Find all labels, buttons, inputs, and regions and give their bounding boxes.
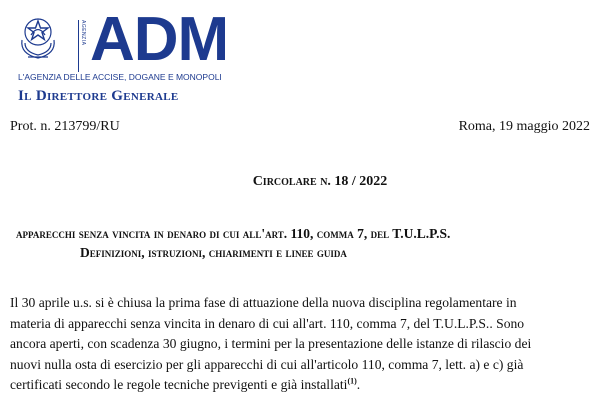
paragraph-line: Il 30 aprile u.s. si è chiusa la prima fase di attuazione della nuova disciplina regolamentare in <box>10 295 517 310</box>
footnote-reference[interactable]: (1) <box>347 376 357 386</box>
protocol-number: Prot. n. 213799/RU <box>10 119 120 134</box>
adm-logo: ADM <box>90 5 229 74</box>
subject-heading <box>16 224 600 262</box>
paragraph-end-punctuation: . <box>356 377 361 392</box>
circular-title: Circolare n. 18 / 2022 <box>252 174 388 189</box>
agency-vertical-label: AGENZIA <box>78 20 87 72</box>
place-date: Roma, 19 maggio 2022 <box>458 119 590 134</box>
paragraph-line: materia di apparecchi senza vincita in denaro di cui all'art. 110, comma 7, del T.U.L.P.S.. Sono <box>10 315 525 331</box>
agency-name: L'AGENZIA DELLE ACCISE, DOGANE E MONOPOLI <box>18 72 222 82</box>
subject-line: apparecchi senza vincita in denaro di cui all'art. 110, comma 7, del T.U.L.P.S. <box>16 226 451 241</box>
director-title: Il Direttore Generale <box>18 88 179 104</box>
subject-line: Definizioni, istruzioni, chiarimenti e linee guida <box>80 245 347 260</box>
paragraph-text: certificati secondo le regole tecniche previgenti e già installati <box>10 377 348 392</box>
body-paragraph <box>10 293 600 396</box>
paragraph-line <box>10 375 600 396</box>
paragraph-line: ancora aperti, con scadenza 30 giugno, i termini per la presentazione delle istanze di rilascio dei <box>10 336 532 351</box>
paragraph-line: nuovi nulla osta di esercizio per gli apparecchi di cui all'articolo 110, comma 7, lett. a) e c) già <box>10 356 524 372</box>
italian-republic-emblem-icon <box>16 10 60 60</box>
